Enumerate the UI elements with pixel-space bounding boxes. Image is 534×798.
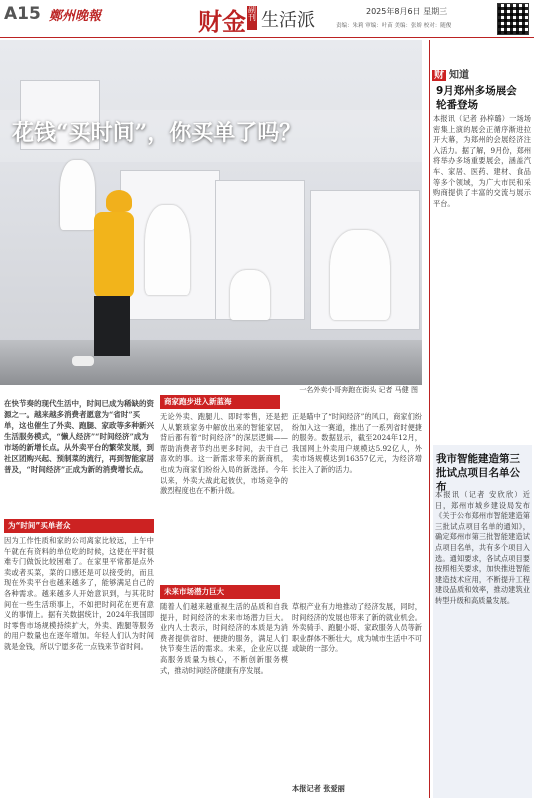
rider-shoe [72,356,94,366]
section-tag: 副刊 [247,6,257,30]
subhead-1: 为“时间”买单者众 [4,519,154,533]
sidebar-title-2: 我市智能建造第三批试点项目名单公布 [436,453,520,493]
sidebar-title-1: 9月郑州多场展会轮番登场 [436,85,517,111]
yellow-jacket [94,212,134,298]
article-col-3: 正是瞄中了“时间经济”的风口，商家们纷纷加入这一赛道，推出了一系列省时便捷的服务。数据显示，截至2024年12月，我国网上外卖用户规模达5.92亿人，外卖市场规模达到16357亿元，为经济增长注入了新的活力。 [292,412,422,474]
qr-code-icon [497,3,529,35]
subhead-2: 商家跑步进入新蓝海 [160,395,280,409]
sidebar-label-text: 知道 [449,70,469,81]
subsection-title: 生活派 [261,10,315,31]
staff-credits: 责编：朱莉 审编：叶苗 美编：张娇 校对：随俊 [336,23,452,29]
article-col-4: 随着人们越来越重视生活的品质和自我提升，时间经济的未来市场潜力巨大。业内人士表示，时间经济的本质是为消费者提供省时、便捷的服务，满足人们快节奏生活的需求。未来，企业应以提高服务质量为核心，不断创新服务模式，推动时间经济健康有序发展。 [160,602,288,675]
photo-caption: 一名外卖小哥奔跑在街头 记者 马健 图 [299,386,418,394]
subhead-3: 未来市场潜力巨大 [160,585,280,599]
headline: 花钱“买时间”，你买单了吗？ [12,120,302,146]
helmet [106,190,132,212]
sidebar-label-mark: 财 [434,70,444,81]
sidebar-divider [429,40,430,798]
newspaper-name: 鄭州晚報 [49,9,102,24]
white-dress [230,270,270,320]
page-header [0,0,534,38]
article-col-5: 草根产业有力地推动了经济发展，同时，时间经济的发展也带来了新的就业机会。外卖骑手、跑腿小哥、家政服务人员等新职业群体不断壮大，成为城市生活中不可或缺的一部分。 [292,602,422,654]
white-dress [330,230,390,320]
page-number: A15 [4,4,41,24]
byline: 本报记者 张爱丽 [292,784,345,793]
rider-legs [94,296,130,356]
section-title: 财金 [198,7,246,36]
article-intro: 在快节奏的现代生活中，时间已成为稀缺的资源之一。越来越多消费者愿意为“省时”买单，这也催生了外卖、跑腿、家政等多种新兴生活服务模式，“懒人经济”“时间经济”成为市场的新增长点。从外卖平台的繁荣发展，到社区团购兴起、预制菜的流行，再到智能家居普及，“时间经济”正成为新的消费增长点。 [4,399,154,474]
white-dress [145,205,190,295]
sidebar-body-1: 本报讯（记者 孙梓璐）一场场密集上演的展会正循序渐进拉开大幕，为郑州的会展经济注入活力。据了解，9月份，郑州将举办多场重要展会，涵盖汽车、家居、医药、建材、食品等多个领域，为广大市民和采购商提供了丰富的交流与展示平台。 [433,114,531,208]
lead-photo [0,40,422,385]
sidebar-body-2: 本报讯（记者 安欣欣）近日，郑州市城乡建设局发布《关于公布郑州市智能建造第三批试点项目名单的通知》，确定郑州市第三批智能建造试点项目名单，共有多个项目入选。通知要求，各试点项目要按照相关要求，加快推进智能建造技术应用，不断提升工程建设品质和效率，推动建筑业转型升级和高质量发展。 [435,490,530,605]
issue-date: 2025年8月6日 星期三 [366,7,448,16]
street-floor [0,340,422,385]
sidebar-label [432,66,469,81]
article-col-1: 因为工作性质和家的公司离家比较远，上午中午就在有资料的单位吃的时候，这使在平时很难专门做饭比较困难了。在家里平常都是点外卖或者买菜，菜的口感还是可以接受的，而且现在外卖平台也越来越多了，能够满足自己的各种需求。越来越多人开始意识到，与其花时间在一些生活琐事上，不如把时间花在更有意义的事情上。据有关数据统计，2024年我国即时零售市场规模持续扩大，外卖、跑腿等服务的用户数量也在逐年增加。年轻人们认为时间就是金钱，所以宁愿多花一点钱来节省时间。 [4,536,154,651]
article-col-2: 无论外卖、跑腿儿、即时零售，还是把人从繁琐家务中解放出来的智能家居，背后都有着“时间经济”的深层逻辑——帮助消费者节约出更多时间，去干自己喜欢的事。这一新需求带来的新商机，也成为商家们纷纷入局的新选择。今年以来，外卖大战此起彼伏，市场竞争的激烈程度也在不断升级。 [160,412,288,496]
delivery-rider [66,190,136,375]
